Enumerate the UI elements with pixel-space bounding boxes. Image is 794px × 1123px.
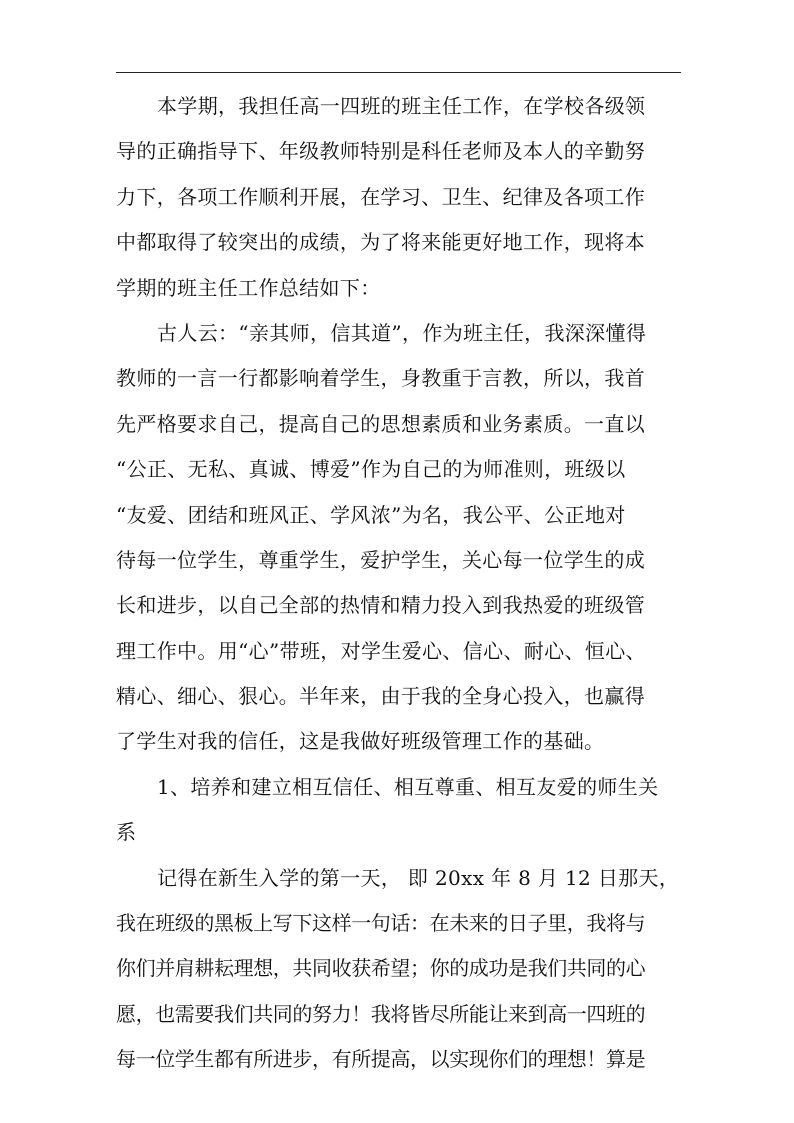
paragraph-line: “公正、无私、真诚、博爱”作为自己的为师准则，班级以 <box>116 457 626 482</box>
paragraph-line: 待每一位学生，尊重学生，爱护学生，关心每一位学生的成 <box>116 547 646 572</box>
paragraph-line: 先严格要求自己，提高自己的思想素质和业务素质。一直以 <box>116 411 646 436</box>
paragraph-line: 本学期，我担任高一四班的班主任工作，在学校各级领 <box>157 94 646 118</box>
paragraph-line: 力下，各项工作顺利开展，在学习、卫生、纪律及各项工作 <box>116 184 646 209</box>
paragraph-line: 学期的班主任工作总结如下： <box>116 275 381 300</box>
paragraph-line: 愿，也需要我们共同的努力！我将皆尽所能让来到高一四班的 <box>116 1001 646 1026</box>
paragraph-line: 古人云：“亲其师，信其道”，作为班主任，我深深懂得 <box>157 320 647 345</box>
header-rule <box>116 72 681 73</box>
paragraph-line: 中都取得了较突出的成绩，为了将来能更好地工作，现将本 <box>116 230 646 255</box>
paragraph-line: 长和进步，以自己全部的热情和精力投入到我热爱的班级管 <box>116 593 646 618</box>
paragraph-line: 我在班级的黑板上写下这样一句话：在未来的日子里，我将与 <box>116 911 646 936</box>
paragraph-line: 每一位学生都有所进步，有所提高，以实现你们的理想！算是 <box>116 1047 646 1072</box>
paragraph-line: “友爱、团结和班风正、学风浓”为名，我公平、公正地对 <box>116 502 626 527</box>
paragraph-line: 你们并肩耕耘理想，共同收获希望；你的成功是我们共同的心 <box>116 956 646 981</box>
paragraph-line: 教师的一言一行都影响着学生，身教重于言教，所以，我首 <box>116 366 646 391</box>
paragraph-line: 精心、细心、狠心。半年来，由于我的全身心投入，也赢得 <box>116 684 646 709</box>
paragraph-line: 了学生对我的信任，这是我做好班级管理工作的基础。 <box>116 729 605 754</box>
paragraph-line: 记得在新生入学的第一天， 即 20xx 年 8 月 12 日那天， <box>157 865 680 890</box>
section-heading: 系 <box>116 820 137 845</box>
document-body <box>116 84 681 1083</box>
section-heading: 1、培养和建立相互信任、相互尊重、相互友爱的师生关 <box>157 774 659 799</box>
paragraph-line: 导的正确指导下、年级教师特别是科任老师及本人的辛勤努 <box>116 139 646 164</box>
paragraph-line: 理工作中。用“心”带班，对学生爱心、信心、耐心、恒心、 <box>116 638 646 663</box>
